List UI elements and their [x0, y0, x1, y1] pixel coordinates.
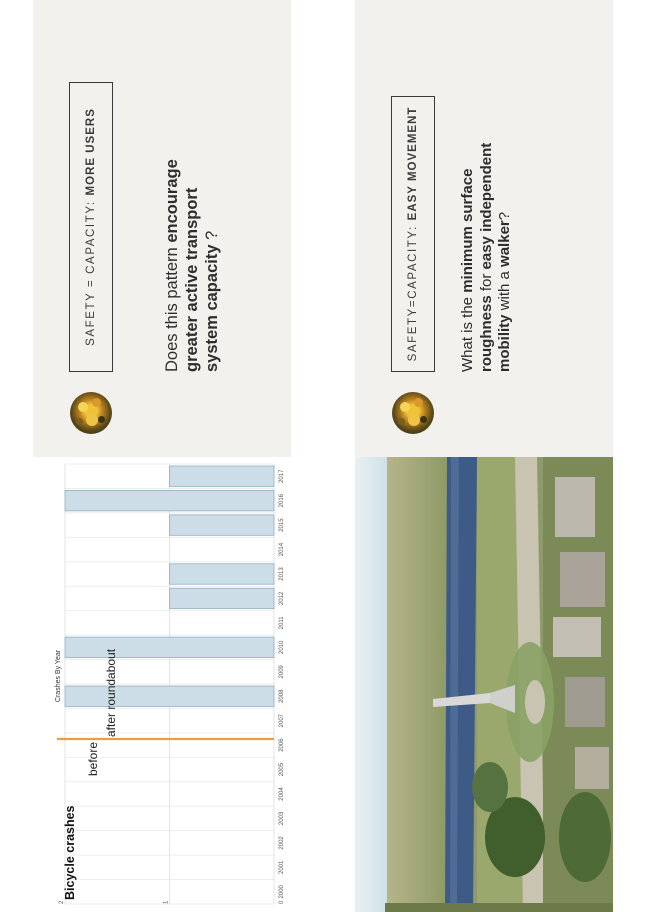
question-segment: ?	[496, 211, 513, 221]
question-segment: Does this pattern	[163, 242, 181, 372]
y-tick-label: 0	[279, 900, 285, 904]
x-tick-label: 2003	[279, 811, 285, 826]
x-tick-label: 2006	[279, 738, 285, 752]
slide-2-question	[459, 132, 515, 372]
x-tick-label: 2002	[279, 836, 285, 850]
y-tick-label: 2	[59, 900, 65, 904]
x-tick-label: 2012	[279, 591, 285, 606]
chart-title: Crashes By Year	[55, 649, 62, 703]
question-segment: walker	[496, 220, 513, 267]
before-label: before	[86, 742, 100, 777]
question-segment: for	[477, 269, 495, 296]
x-tick-label: 2005	[279, 762, 285, 777]
after-roundabout-label: after roundabout	[104, 648, 118, 737]
bar-2008	[65, 686, 274, 706]
flower-logo-icon	[70, 392, 112, 434]
x-tick-label: 2013	[279, 567, 285, 581]
slide-1-panel	[33, 0, 291, 457]
slide-1-title-bold: MORE USERS	[85, 108, 97, 196]
x-tick-label: 2016	[279, 493, 285, 508]
slide-1-title	[69, 82, 113, 372]
slide-2-title-prefix: SAFETY=CAPACITY:	[407, 225, 419, 362]
slide-1-question	[162, 132, 222, 372]
x-tick-label: 2011	[279, 616, 285, 630]
slide-2-title-bold: EASY MOVEMENT	[407, 106, 419, 221]
question-segment: What is the	[459, 292, 476, 372]
x-tick-label: 2015	[279, 518, 285, 532]
bar-2017	[170, 466, 275, 486]
slide-1-title-prefix: SAFETY = CAPACITY:	[85, 200, 97, 346]
bar-2010	[65, 637, 274, 657]
x-tick-label: 2007	[279, 713, 285, 728]
slide-2-panel	[355, 0, 613, 457]
question-segment: minimum surface roughness	[459, 168, 495, 372]
aerial-photo-roundabout	[355, 457, 613, 912]
chart-overlay-title: Bicycle crashes	[63, 805, 77, 900]
bar-2016	[65, 490, 274, 510]
question-segment: with a	[496, 266, 513, 315]
question-segment: easy independent mobility	[477, 142, 513, 372]
x-tick-label: 2014	[279, 542, 285, 557]
x-tick-label: 2001	[279, 860, 285, 875]
x-tick-label: 2008	[279, 689, 285, 703]
bar-2012	[170, 588, 275, 608]
flower-logo-icon	[392, 392, 434, 434]
question-segment: encourage greater active transport system capacity	[163, 159, 221, 372]
slide-2-title	[391, 96, 435, 372]
crashes-by-year-chart	[0, 457, 300, 912]
question-segment: ?	[203, 230, 221, 245]
y-tick-label: 1	[163, 900, 170, 904]
x-tick-label: 2010	[279, 640, 285, 655]
x-tick-label: 2004	[279, 787, 285, 801]
bar-2015	[170, 515, 275, 535]
bar-2013	[170, 564, 275, 584]
x-tick-label: 2017	[279, 469, 285, 483]
x-tick-label: 2000	[279, 885, 285, 899]
x-tick-label: 2009	[279, 665, 285, 679]
